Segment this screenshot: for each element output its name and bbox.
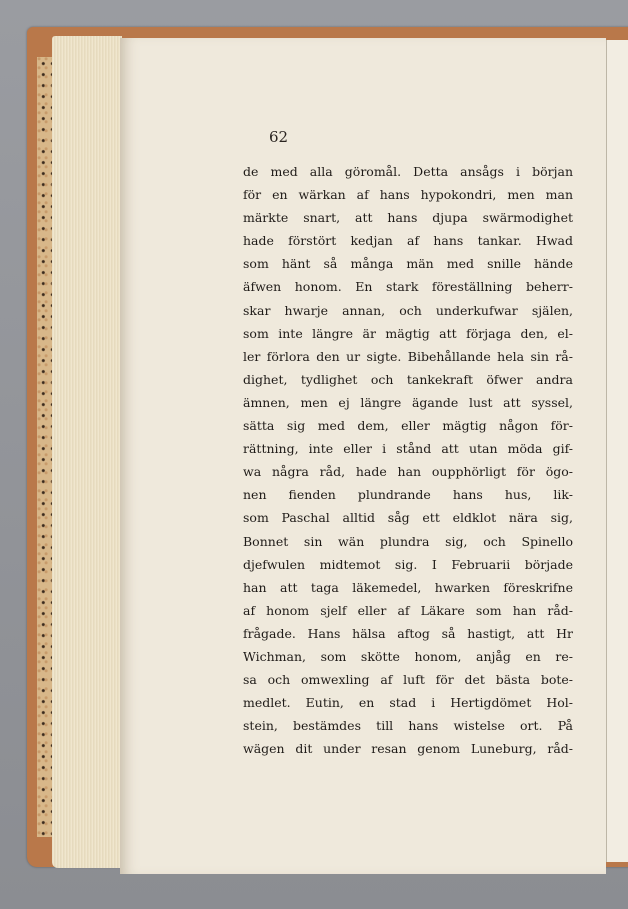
page-edges xyxy=(52,36,122,868)
text-line: ler förlora den ur sigte. Bibehållande hela sin rå- xyxy=(243,348,573,364)
facing-page-edge xyxy=(606,40,628,862)
text-line: de med alla göromål. Detta ansågs i början xyxy=(243,164,573,179)
text-line: dighet, tydlighet och tankekraft öfwer andra xyxy=(243,371,573,387)
page-number: 62 xyxy=(269,128,289,146)
text-line: wägen dit under resan genom Luneburg, råd- xyxy=(243,741,573,757)
text-line: äfwen honom. En stark föreställning beherr- xyxy=(243,279,573,295)
text-line: hade förstört kedjan af hans tankar. Hwad xyxy=(243,233,573,249)
text-line: djefwulen midtemot sig. I Februarii började xyxy=(243,556,573,572)
text-line: af honom sjelf eller af Läkare som han råd- xyxy=(243,602,573,618)
text-line: sa och omwexling af luft för det bästa bote- xyxy=(243,672,573,688)
text-line: Bonnet sin wän plundra sig, och Spinello xyxy=(243,533,573,549)
text-line: frågade. Hans hälsa aftog så hastigt, att Hr xyxy=(243,625,573,641)
page-text xyxy=(243,160,573,760)
text-line: för en wärkan af hans hypokondri, men man xyxy=(243,187,573,203)
text-line: som inte längre är mägtig att förjaga den, el- xyxy=(243,325,573,341)
text-line: nen fienden plundrande hans hus, lik- xyxy=(243,487,573,503)
text-line: som hänt så många män med snille hände xyxy=(243,256,573,272)
text-line: ämnen, men ej längre ägande lust att syssel, xyxy=(243,394,573,410)
text-line: stein, bestämdes till hans wistelse ort. På xyxy=(243,718,573,734)
text-line: som Paschal alltid såg ett eldklot nära sig, xyxy=(243,510,573,526)
text-line: rättning, inte eller i stånd att utan möda gif- xyxy=(243,441,573,457)
text-line: Wichman, som skötte honom, anjåg en re- xyxy=(243,648,573,664)
text-line: skar hwarje annan, och underkufwar själen, xyxy=(243,302,573,318)
text-line: wa några råd, hade han oupphörligt för ögo- xyxy=(243,464,573,480)
text-line: sätta sig med dem, eller mägtig någon för- xyxy=(243,418,573,434)
text-line: märkte snart, att hans djupa swärmodighet xyxy=(243,210,573,226)
text-line: han att taga läkemedel, hwarken föreskrifne xyxy=(243,579,573,595)
text-line: medlet. Eutin, en stad i Hertigdömet Hol- xyxy=(243,695,573,711)
